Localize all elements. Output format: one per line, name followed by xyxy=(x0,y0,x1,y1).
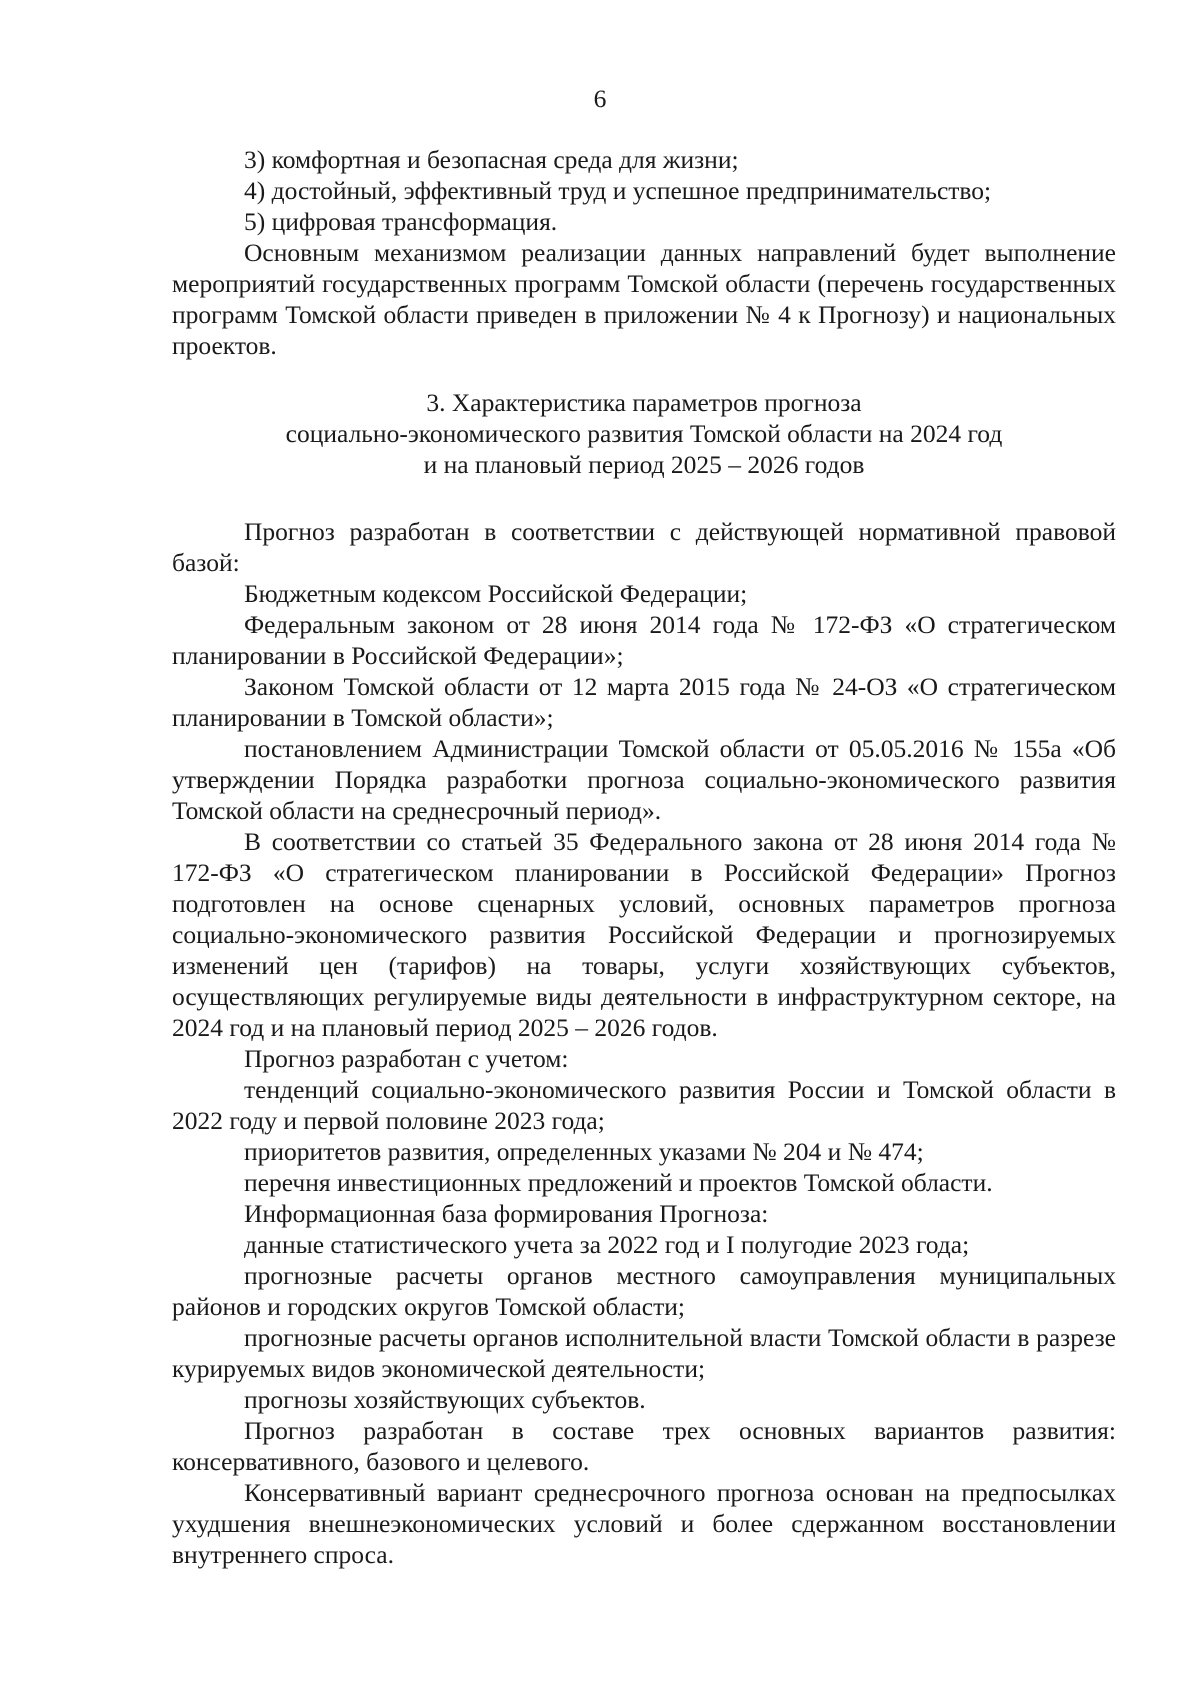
list-item: постановлением Администрации Томской области от 05.05.2016 № 155а «Об утверждении Порядка разработки прогноза социально-экономического развития Томской области на среднесрочный период». xyxy=(172,734,1116,825)
paragraph: Прогноз разработан с учетом: xyxy=(244,1044,569,1073)
list-item: Законом Томской области от 12 марта 2015 года № 24-ОЗ «О стратегическом планировании в Томской области»; xyxy=(172,672,1116,732)
section-heading-line: 3. Характеристика параметров прогноза xyxy=(426,388,862,417)
list-item: перечня инвестиционных предложений и проектов Томской области. xyxy=(244,1168,993,1197)
section-heading-line: социально-экономического развития Томской области на 2024 год xyxy=(285,419,1003,448)
paragraph: Прогноз разработан в соответствии с действующей нормативной правовой базой: xyxy=(172,517,1116,577)
list-item: Федеральным законом от 28 июня 2014 года № 172-ФЗ «О стратегическом планировании в Российской Федерации»; xyxy=(172,610,1116,670)
page-content xyxy=(172,144,1116,1570)
list-item: прогнозные расчеты органов исполнительной власти Томской области в разрезе курируемых видов экономической деятельности; xyxy=(172,1323,1116,1383)
list-item: прогнозы хозяйствующих субъектов. xyxy=(244,1385,646,1414)
list-item: Бюджетным кодексом Российской Федерации; xyxy=(244,579,748,608)
section-heading xyxy=(172,387,1116,480)
paragraph: В соответствии со статьей 35 Федерального закона от 28 июня 2014 года № 172-ФЗ «О стратегическом планировании в Российской Федерации» Прогноз подготовлен на основе сценарных условий, основных параметров прогноза социально-экономического развития Российской Федерации и прогнозируемых изменений цен (тарифов) на товары, услуги хозяйствующих субъектов, осуществляющих регулируемые виды деятельности в инфраструктурном секторе, на 2024 год и на плановый период 2025 – 2026 годов. xyxy=(172,827,1116,1042)
paragraph: Прогноз разработан в составе трех основных вариантов развития: консервативного, базового и целевого. xyxy=(172,1416,1116,1476)
paragraph: Информационная база формирования Прогноза: xyxy=(244,1199,769,1228)
list-item: 5) цифровая трансформация. xyxy=(244,207,558,236)
list-item: тенденций социально-экономического развития России и Томской области в 2022 году и первой половине 2023 года; xyxy=(172,1075,1116,1135)
section-heading-line: и на плановый период 2025 – 2026 годов xyxy=(423,450,865,479)
list-item: прогнозные расчеты органов местного самоуправления муниципальных районов и городских округов Томской области; xyxy=(172,1261,1116,1321)
list-item: данные статистического учета за 2022 год и I полугодие 2023 года; xyxy=(244,1230,970,1259)
list-item: приоритетов развития, определенных указами № 204 и № 474; xyxy=(244,1137,924,1166)
list-item: 3) комфортная и безопасная среда для жизни; xyxy=(244,145,739,174)
list-item: 4) достойный, эффективный труд и успешное предпринимательство; xyxy=(244,176,992,205)
paragraph: Основным механизмом реализации данных направлений будет выполнение мероприятий государственных программ Томской области (перечень государственных программ Томской области приведен в приложении № 4 к Прогнозу) и национальных проектов. xyxy=(172,238,1116,360)
page-number: 6 xyxy=(593,84,607,113)
paragraph: Консервативный вариант среднесрочного прогноза основан на предпосылках ухудшения внешнеэкономических условий и более сдержанном восстановлении внутреннего спроса. xyxy=(172,1478,1116,1569)
